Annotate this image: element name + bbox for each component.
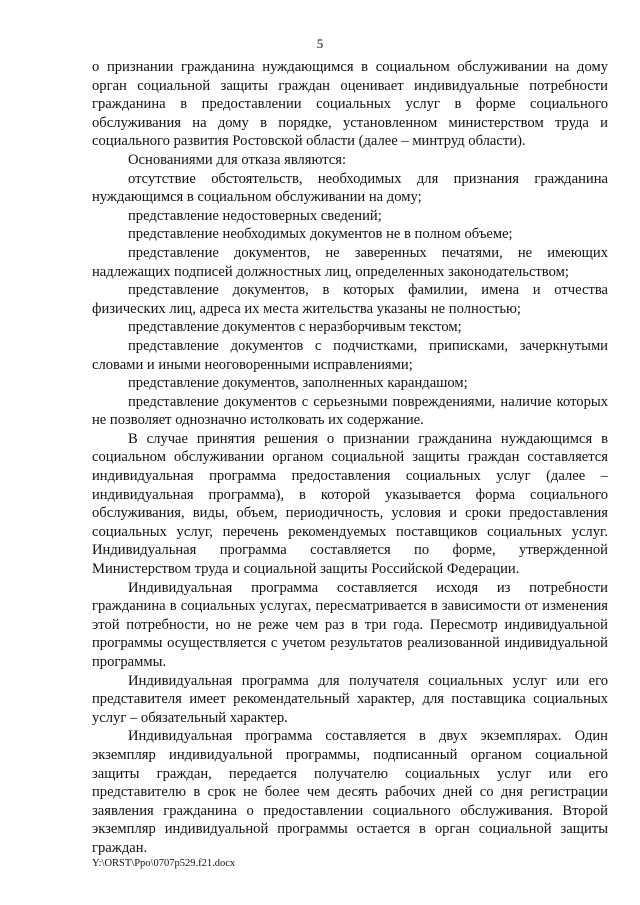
list-item-pencil: представление документов, заполненных карандашом;: [128, 375, 468, 392]
paragraph-continuation: о признании гражданина нуждающимся в социальном обслуживании на дому орган социальной защиты граждан оценивает индивидуальные потребности гражданина в предоставлении социальных услуг в форме социального обслуживания на дому в порядке, установленном министерством труда и социального развития Ростовской области (далее – минтруд области).: [92, 59, 608, 150]
list-item-illegible-text: представление документов с неразборчивым текстом;: [128, 319, 462, 336]
list-item-unsigned-documents: представление документов, не заверенных печатями, не имеющих надлежащих подписей должностных лиц, определенных законодательством;: [92, 244, 608, 280]
paragraph-program-character: Индивидуальная программа для получателя социальных услуг или его представителя имеет рекомендательный характер, для поставщика социальных услуг – обязательный характер.: [92, 672, 608, 726]
paragraph-program-copies: Индивидуальная программа составляется в двух экземплярах. Один экземпляр индивидуальной программы, подписанный органом социальной защиты граждан, передается получателю социальных услуг или его представителю в срок не более чем десять рабочих дней со дня регистрации заявления гражданина о предоставлении социального обслуживания. Второй экземпляр индивидуальной программы остается в орган социальной защиты граждан.: [92, 728, 608, 856]
list-item-incomplete-names: представление документов, в которых фамилии, имена и отчества физических лиц, адреса их места жительства указаны не полностью;: [92, 282, 608, 317]
paragraph-program-review: Индивидуальная программа составляется исходя из потребности гражданина в социальных услугах, пересматривается в зависимости от изменения этой потребности, но не реже чем раз в три года. Пересмотр индивидуальной программы осуществляется с учетом результатов реализованной индивидуальной программы.: [92, 579, 608, 670]
list-item-no-circumstances: отсутствие обстоятельств, необходимых для признания гражданина нуждающимся в социальном обслуживании на дому;: [92, 170, 608, 206]
list-item-corrections: представление документов с подчистками, приписками, зачеркнутыми словами и иными неоговоренными исправлениями;: [92, 337, 608, 373]
paragraph-refusal-grounds-intro: Основаниями для отказа являются:: [128, 151, 347, 168]
document-body: [92, 58, 608, 858]
page-number: 5: [316, 36, 324, 51]
list-item-incomplete-documents: представление необходимых документов не в полном объеме;: [128, 226, 513, 243]
list-item-damaged-documents: представление документов с серьезными повреждениями, наличие которых не позволяет однозначно истолковать их содержание.: [92, 393, 608, 429]
footer-file-path: Y:\ORST\Ppo\0707p529.f21.docx: [92, 858, 236, 869]
list-item-false-information: представление недостоверных сведений;: [128, 207, 382, 224]
paragraph-individual-program: В случае принятия решения о признании гражданина нуждающимся в социальном обслуживании органом социальной защиты граждан составляется индивидуальная программа предоставления социальных услуг (далее – индивидуальная программа), в которой указывается форма социального обслуживания, виды, объем, периодичность, условия и сроки предоставления социальных услуг, перечень рекомендуемых поставщиков социальных услуг. Индивидуальная программа составляется по форме, утвержденной Министерством труда и социальной защиты Российской Федерации.: [92, 430, 608, 578]
